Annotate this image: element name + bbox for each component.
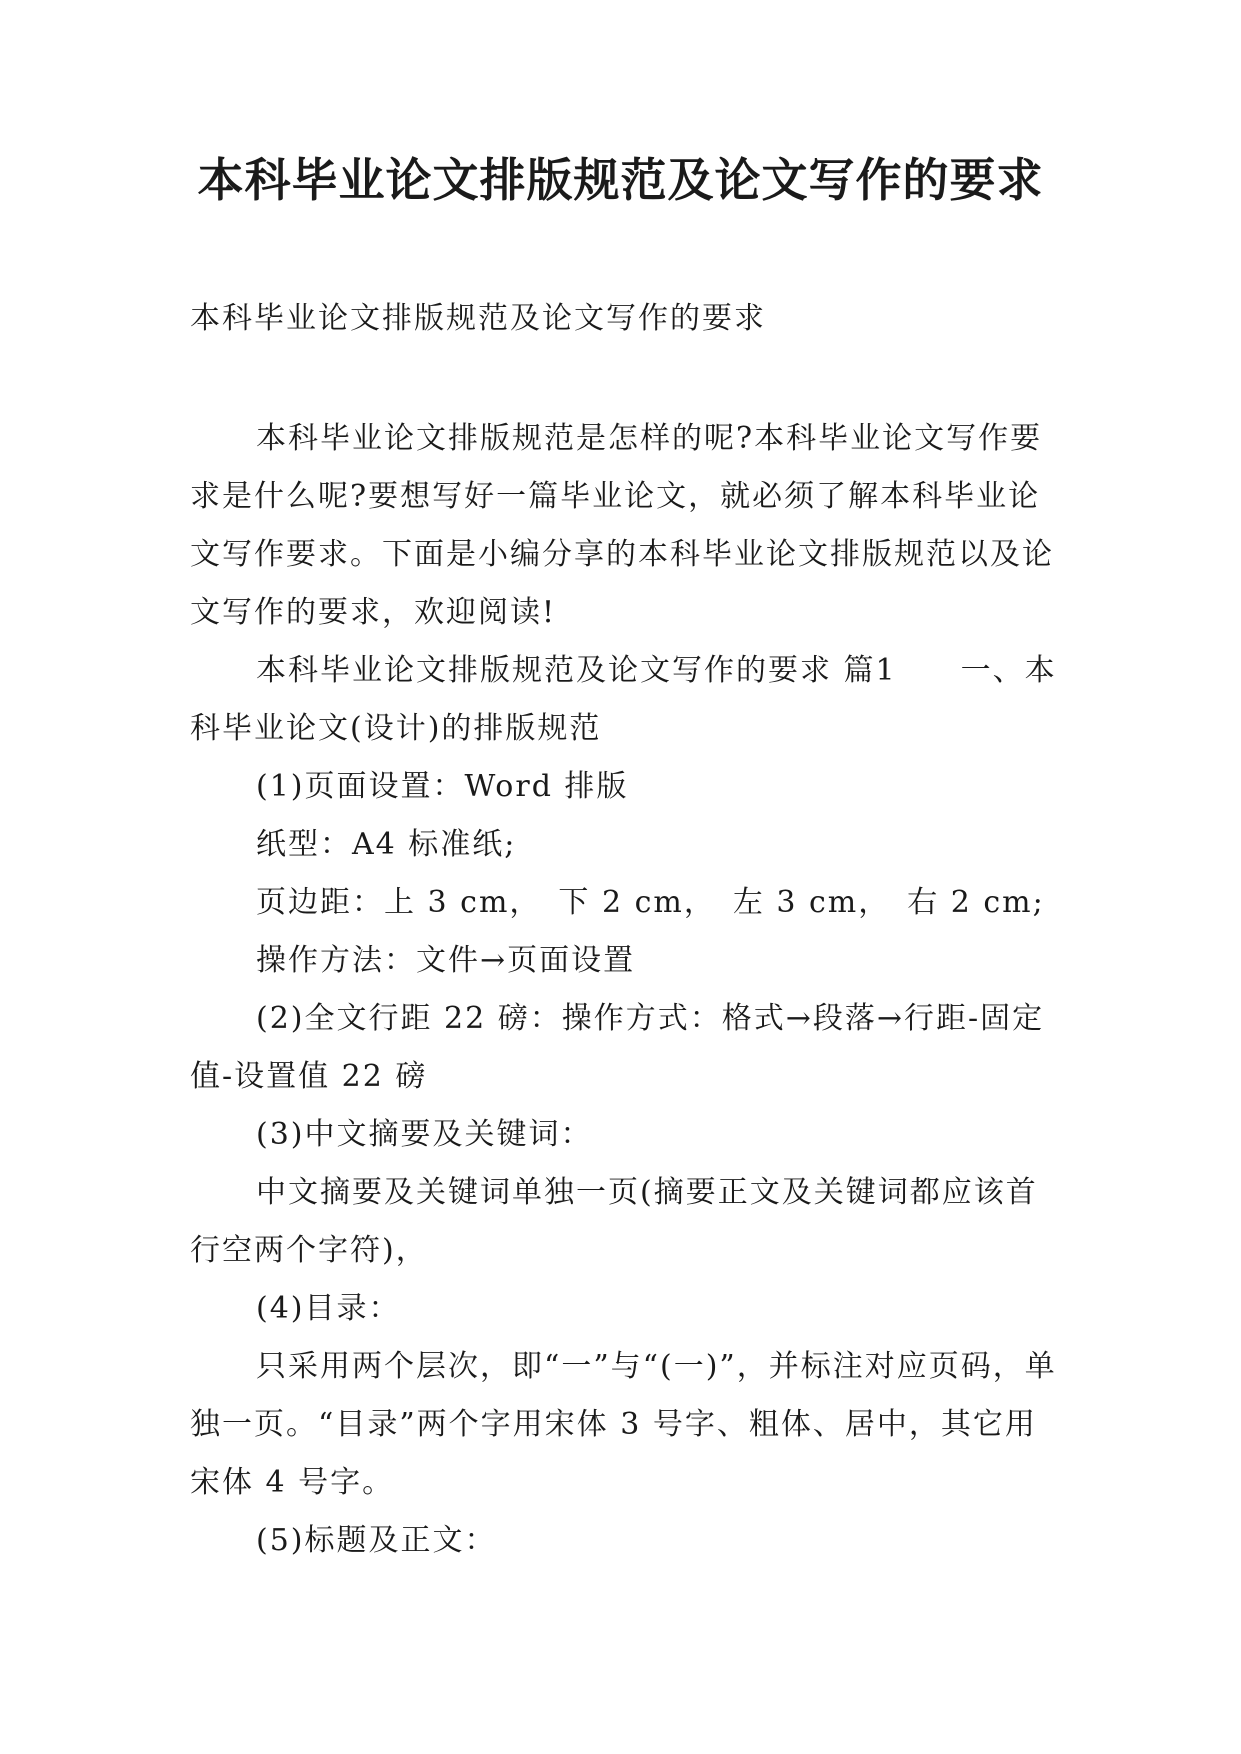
document-subtitle: 本科毕业论文排版规范及论文写作的要求 bbox=[190, 301, 766, 336]
paragraph-abstract-heading: (3)中文摘要及关键词： bbox=[256, 1117, 593, 1152]
paragraph-paper-type: 纸型：A4 标准纸; bbox=[256, 827, 517, 862]
paragraph-line-spacing: (2)全文行距 22 磅：操作方式：格式→段落→行距-固定值-设置值 22 磅 bbox=[190, 1001, 1045, 1094]
paragraph-margins: 页边距：上 3 cm， 下 2 cm， 左 3 cm， 右 2 cm; bbox=[256, 885, 1045, 920]
document-title: 本科毕业论文排版规范及论文写作的要求 bbox=[197, 153, 1044, 207]
document-body bbox=[190, 290, 1060, 1570]
paragraph-abstract-rule: 中文摘要及关键词单独一页(摘要正文及关键词都应该首行空两个字符)， bbox=[190, 1175, 1038, 1268]
paragraph-toc-rule: 只采用两个层次，即“一”与“(一)”，并标注对应页码，单独一页。“目录”两个字用宋体 3 号字、粗体、居中，其它用宋体 4 号字。 bbox=[190, 1349, 1057, 1500]
paragraph-section-heading: 本科毕业论文排版规范及论文写作的要求 篇1 一、本科毕业论文(设计)的排版规范 bbox=[190, 653, 1057, 746]
paragraph-toc-heading: (4)目录： bbox=[256, 1291, 401, 1326]
paragraph-operation-method: 操作方法：文件→页面设置 bbox=[256, 943, 636, 978]
paragraph-intro: 本科毕业论文排版规范是怎样的呢?本科毕业论文写作要求是什么呢?要想写好一篇毕业论文，就必须了解本科毕业论文写作要求。下面是小编分享的本科毕业论文排版规范以及论文写作的要求，欢迎阅读! bbox=[190, 421, 1054, 630]
paragraph-page-setup: (1)页面设置：Word 排版 bbox=[256, 769, 629, 804]
paragraph-title-body-heading: (5)标题及正文： bbox=[256, 1523, 497, 1558]
